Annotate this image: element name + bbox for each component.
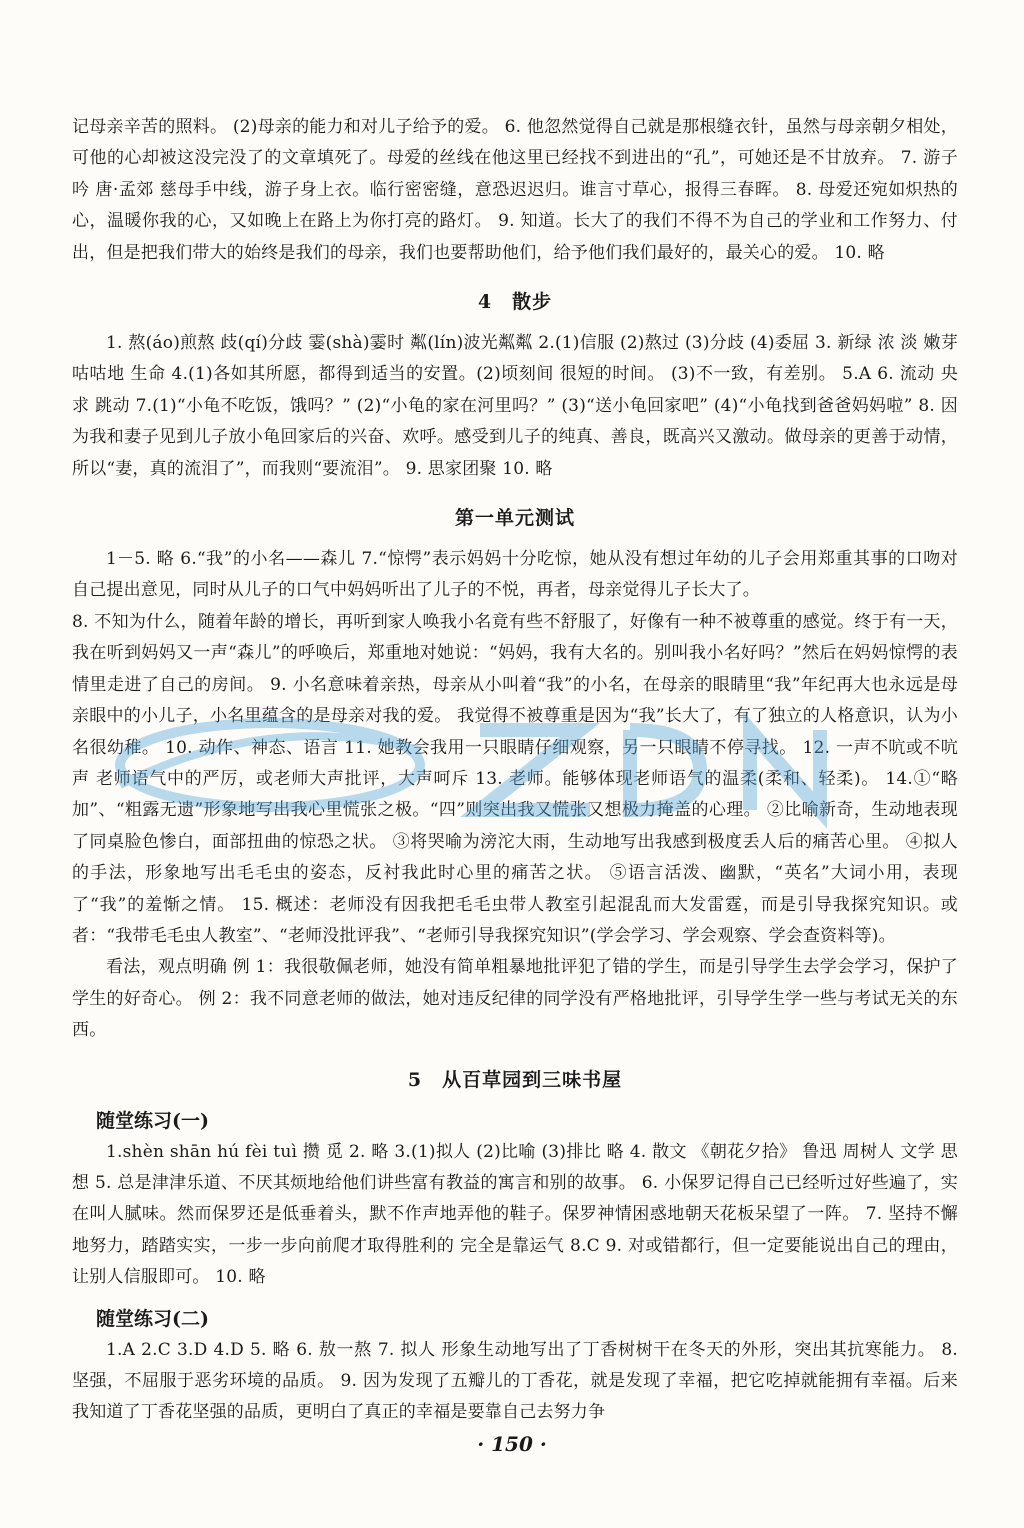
answer-paragraph: 1－5. 略 6.“我”的小名——森儿 7.“惊愕”表示妈妈十分吃惊，她从没有想过年幼的儿子会用郑重其事的口吻对自己提出意见，同时从儿子的口气中妈妈听出了儿子的不悦，再者，母亲觉得儿子长大了。 <box>72 549 958 601</box>
answer-paragraph: 看法，观点明确 例 1：我很敬佩老师，她没有简单粗暴地批评犯了错的学生，而是引导学生去学会学习，保护了学生的好奇心。 例 2：我不同意老师的做法，她对违反纪律的同学没有严格地批评，引导学生学一些与考试无关的东西。 <box>72 957 958 1041</box>
exercise-subtitle: 随堂练习(二) <box>96 1307 209 1330</box>
answer-paragraph: 1.A 2.C 3.D 4.D 5. 略 6. 敖一熬 7. 拟人 形象生动地写出了丁香树树干在冬天的外形，突出其抗寒能力。 8. 坚强，不屈服于恶劣环境的品质。 9. 因为发现了五瓣儿的丁香花，就是发现了幸福，把它吃掉就能拥有幸福。后来我知道了丁香花坚强的品质，更明白了真正的幸福是要靠自己去努力争 <box>72 1339 958 1423</box>
answer-paragraph: 8. 不知为什么，随着年龄的增长，再听到家人唤我小名竟有些不舒服了，好像有一种不被尊重的感觉。终于有一天，我在听到妈妈又一声“森儿”的呼唤后，郑重地对她说：“妈妈，我有大名的。别叫我小名好吗？”然后在妈妈惊愕的表情里走进了自己的房间。 9. 小名意味着亲热，母亲从小叫着“我”的小名，在母亲的眼睛里“我”年纪再大也永远是母亲眼中的小儿子，小名里蕴含的是母亲对我的爱。 我觉得不被尊重是因为“我”长大了，有了独立的人格意识，认为小名很幼稚。 10. 动作、神态、语言 11. 她教会我用一只眼睛仔细观察，另一只眼睛不停寻找。 12. 一声不吭或不吭声 老师语气中的严厉，或老师大声批评，大声呵斥 13. 老师。能够体现老师语气的温柔(柔和、轻柔)。 14.①“略加”、“粗露无遗”形象地写出我心里慌张之极。“四”则突出我又慌张又想极力掩盖的心理。 ②比喻新奇，生动地表现了同桌脸色惨白，面部扭曲的惊恐之状。 ③将哭喻为滂沱大雨，生动地写出我感到极度丢人后的痛苦心里。 ④拟人的手法，形象地写出毛毛虫的姿态，反衬我此时心里的痛苦之状。 ⑤语言活泼、幽默，“英名”大词小用，表现了“我”的羞惭之情。 15. 概述：老师没有因我把毛毛虫带人教室引起混乱而大发雷霆，而是引导我探究知识。或者：“我带毛毛虫人教室”、“老师没批评我”、“老师引导我探究知识”(学会学习、学会观察、学会查资料等)。 <box>72 611 958 946</box>
answer-paragraph: 1. 熬(áo)煎熬 歧(qí)分歧 霎(shà)霎时 粼(lín)波光粼粼 2.(1)信服 (2)熬过 (3)分歧 (4)委屈 3. 新绿 浓 淡 嫩芽 咕咕地 生命 4.(1)各如其所愿，都得到适当的安置。(2)顷刻间 很短的时间。 (3)不一致，有差别。 5.A 6. 流动 央求 跳动 7.(1)“小龟不吃饭，饿吗？” (2)“小龟的家在河里吗？” (3)“送小龟回家吧” (4)“小龟找到爸爸妈妈啦” 8. 因为我和妻子见到儿子放小龟回家后的兴奋、欢呼。感受到儿子的纯真、善良，既高兴又激动。做母亲的更善于动情，所以“妻，真的流泪了”，而我则“要流泪”。 9. 思家团聚 10. 略 <box>72 333 958 479</box>
page-number: · 150 · <box>477 1432 547 1456</box>
section-title: 4 散步 <box>477 291 553 314</box>
answer-paragraph: 记母亲辛苦的照料。 (2)母亲的能力和对儿子给予的爱。 6. 他忽然觉得自己就是那根缝衣针，虽然与母亲朝夕相处，可他的心却被这没完没了的文章填死了。母爱的丝线在他这里已经找不到进出的“孔”，可她还是不甘放弃。 7. 游子吟 唐·孟郊 慈母手中线，游子身上衣。临行密密缝，意恐迟迟归。谁言寸草心，报得三春晖。 8. 母爱还宛如炽热的心，温暖你我的心，又如晚上在路上为你打亮的路灯。 9. 知道。长大了的我们不得不为自己的学业和工作努力、付出，但是把我们带大的始终是我们的母亲，我们也要帮助他们，给予他们我们最好的，最关心的爱。 10. 略 <box>72 117 958 263</box>
answer-paragraph: 1.shèn shān hú fèi tuì 攒 觅 2. 略 3.(1)拟人 (2)比喻 (3)排比 略 4. 散文 《朝花夕拾》 鲁迅 周树人 文学 思想 5. 总是津津乐道、不厌其烦地给他们讲些富有教益的寓言和别的故事。 6. 小保罗记得自己已经听过好些遍了，实在叫人腻味。然而保罗还是低垂着头，默不作声地弄他的鞋子。保罗神情困惑地朝天花板呆望了一阵。 7. 坚持不懈地努力，踏踏实实，一步一步向前爬才取得胜利的 完全是靠运气 8.C 9. 对或错都行，但一定要能说出自己的理由，让别人信服即可。 10. 略 <box>72 1141 958 1288</box>
section-title: 5 从百草园到三味书屋 <box>407 1068 623 1091</box>
section-title: 第一单元测试 <box>454 507 575 530</box>
exercise-subtitle: 随堂练习(一) <box>96 1109 209 1132</box>
